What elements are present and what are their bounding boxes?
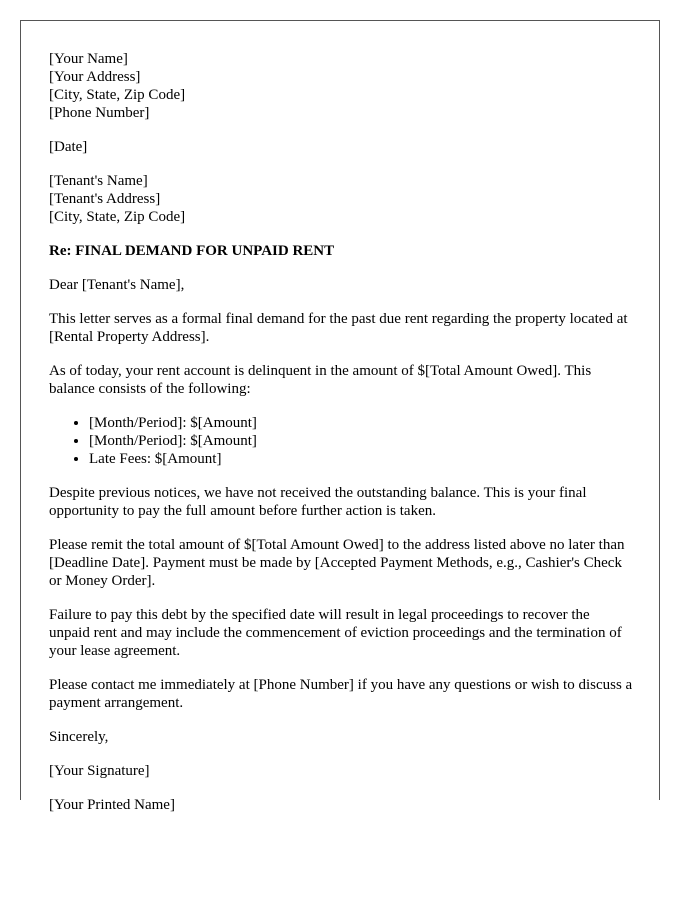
sender-name: [Your Name] bbox=[49, 51, 128, 67]
letter-body bbox=[49, 50, 634, 830]
balance-list bbox=[49, 414, 634, 468]
paragraph-legal-consequences: Failure to pay this debt by the specified date will result in legal proceedings to recover the unpaid rent and may include the commencement of eviction proceedings and the termination of your lease agreement. bbox=[49, 607, 622, 659]
sender-block bbox=[49, 50, 634, 122]
salutation: Dear [Tenant's Name], bbox=[49, 277, 185, 293]
signature: [Your Signature] bbox=[49, 763, 150, 779]
paragraph-contact: Please contact me immediately at [Phone Number] if you have any questions or wish to discuss a payment arrangement. bbox=[49, 677, 633, 711]
printed-name: [Your Printed Name] bbox=[49, 797, 175, 813]
paragraph-final-opportunity: Despite previous notices, we have not received the outstanding balance. This is your final opportunity to pay the full amount before further action is taken. bbox=[49, 485, 587, 519]
recipient-city-state-zip: [City, State, Zip Code] bbox=[49, 209, 186, 225]
paragraph-delinquent-amount: As of today, your rent account is delinquent in the amount of $[Total Amount Owed]. This balance consists of the following: bbox=[49, 363, 592, 397]
date-line: [Date] bbox=[49, 139, 88, 155]
list-item: • [Month/Period]: $[Amount] bbox=[89, 432, 634, 450]
recipient-block bbox=[49, 172, 634, 226]
paragraph-formal-demand: This letter serves as a formal final demand for the past due rent regarding the property located at [Rental Property Address]. bbox=[49, 311, 628, 345]
list-item: • Late Fees: $[Amount] bbox=[89, 450, 634, 468]
sender-city-state-zip: [City, State, Zip Code] bbox=[49, 87, 186, 103]
paragraph-remit-instructions: Please remit the total amount of $[Total Amount Owed] to the address listed above no later than [Deadline Date]. Payment must be made by [Accepted Payment Methods, e.g., Cashier's Check or Money Order]. bbox=[49, 537, 625, 589]
letter-page bbox=[20, 20, 660, 813]
sender-phone: [Phone Number] bbox=[49, 105, 150, 121]
recipient-address: [Tenant's Address] bbox=[49, 191, 161, 207]
recipient-name: [Tenant's Name] bbox=[49, 173, 148, 189]
list-item: • [Month/Period]: $[Amount] bbox=[89, 414, 634, 432]
sender-address: [Your Address] bbox=[49, 69, 141, 85]
closing: Sincerely, bbox=[49, 729, 109, 745]
subject-line: Re: FINAL DEMAND FOR UNPAID RENT bbox=[49, 243, 335, 259]
